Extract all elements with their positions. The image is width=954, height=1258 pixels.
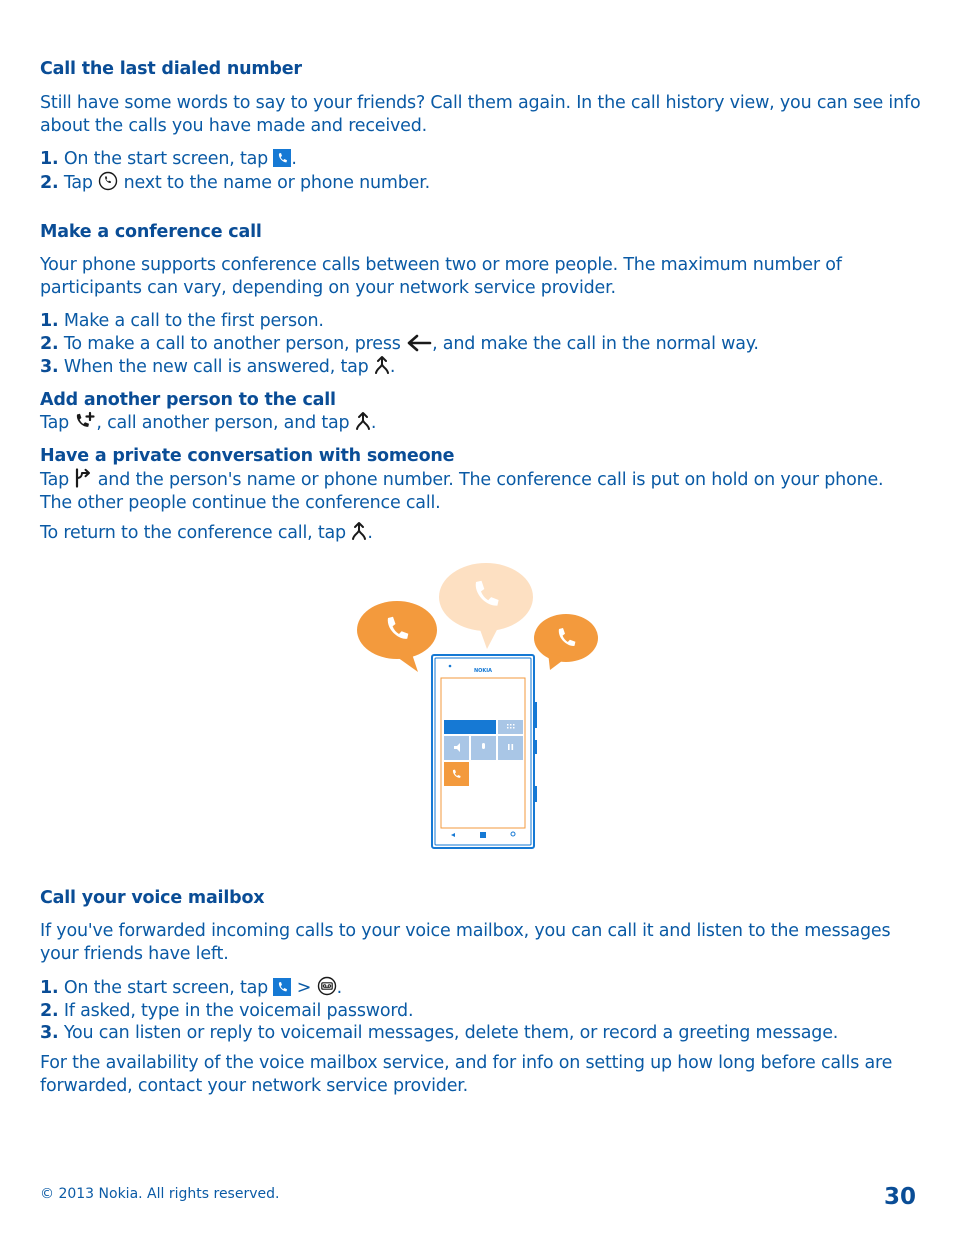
conference-intro-line2: participants can vary, depending on your network service provider. xyxy=(40,277,616,298)
step-number: 3. xyxy=(40,1023,59,1043)
voicemail-icon xyxy=(317,976,337,996)
call-bubble-right-icon xyxy=(534,614,598,670)
heading-add-person: Add another person to the call xyxy=(40,390,336,410)
step-text-post: next to the name or phone number. xyxy=(123,172,430,193)
step-number: 2. xyxy=(40,1000,59,1021)
step-number: 3. xyxy=(40,357,59,377)
phone-brand: NOKIA xyxy=(473,668,493,674)
call-bubble-top-icon xyxy=(439,563,533,649)
step-text-pre: To make a call to another person, press xyxy=(63,333,401,354)
step-text-post: , and make the call in the normal way. xyxy=(432,333,759,354)
step-number: 1. xyxy=(40,311,59,331)
call-bubble-left-icon xyxy=(357,601,437,672)
conference-intro-line1: Your phone supports conference calls between two or more people. The maximum number of xyxy=(40,255,842,275)
phone-tile-icon xyxy=(273,978,291,996)
copyright: © 2013 Nokia. All rights reserved. xyxy=(40,1186,280,1202)
heading-conference: Make a conference call xyxy=(40,222,262,242)
heading-private: Have a private conversation with someone xyxy=(40,446,455,466)
phone-tile-icon xyxy=(273,149,291,167)
conference-step-1 xyxy=(40,310,920,333)
add-person-text: Tap , call another person, and tap . xyxy=(40,413,377,433)
last-dialed-intro xyxy=(40,92,920,137)
private-call-icon xyxy=(74,468,92,488)
conference-step-2 xyxy=(40,333,920,356)
step-number: 2. xyxy=(40,333,59,354)
voicemail-step-2: 2. If asked, type in the voicemail password. xyxy=(40,1000,414,1021)
private-return: To return to the conference call, tap . xyxy=(40,523,373,543)
voicemail-outro xyxy=(40,1052,920,1097)
merge-calls-icon xyxy=(374,355,390,375)
step-text: On the start screen, tap xyxy=(63,149,269,169)
voicemail-intro-line2: your friends have left. xyxy=(40,943,229,964)
add-call-icon xyxy=(74,411,96,431)
conference-step-3: 3. When the new call is answered, tap . xyxy=(40,357,396,377)
voicemail-steps xyxy=(40,976,920,1045)
voicemail-outro-line2: forwarded, contact your network service provider. xyxy=(40,1075,469,1096)
step-number: 1. xyxy=(40,978,59,998)
voicemail-intro-line1: If you've forwarded incoming calls to your voice mailbox, you can call it and listen to the messages xyxy=(40,921,891,941)
private-text: Tap and the person's name or phone number. The conference call is put on hold on your phone. The other people continue the conference call. xyxy=(40,470,884,513)
step-number: 2. xyxy=(40,172,59,193)
conference-steps xyxy=(40,310,920,379)
voicemail-step-1: 1. On the start screen, tap > . xyxy=(40,978,343,998)
merge-calls-icon xyxy=(355,411,371,431)
back-arrow-icon xyxy=(406,334,432,352)
step-number: 1. xyxy=(40,149,59,169)
step-text-pre: When the new call is answered, tap xyxy=(63,357,369,377)
call-history-icon xyxy=(98,171,118,191)
last-dialed-intro-line1: Still have some words to say to your friends? Call them again. In the call history view, you can see info xyxy=(40,93,921,113)
voicemail-outro-line1: For the availability of the voice mailbox service, and for info on setting up how long before calls are xyxy=(40,1053,893,1073)
conference-call-illustration xyxy=(352,560,602,852)
conference-intro xyxy=(40,254,920,299)
phone-device xyxy=(432,655,537,848)
voicemail-intro xyxy=(40,920,920,965)
page-number: 30 xyxy=(884,1184,917,1210)
merge-calls-icon xyxy=(351,521,367,541)
last-dialed-step-1: 1. On the start screen, tap . xyxy=(40,149,297,169)
last-dialed-step-2 xyxy=(40,171,920,195)
step-text-pre: Tap xyxy=(63,172,93,193)
last-dialed-intro-line2: about the calls you have made and received. xyxy=(40,115,428,136)
heading-voicemail: Call your voice mailbox xyxy=(40,888,265,908)
voicemail-step-3: 3. You can listen or reply to voicemail messages, delete them, or record a greeting message. xyxy=(40,1023,839,1043)
heading-last-dialed: Call the last dialed number xyxy=(40,59,302,79)
last-dialed-steps xyxy=(40,148,920,194)
step-text: Make a call to the first person. xyxy=(63,311,324,331)
